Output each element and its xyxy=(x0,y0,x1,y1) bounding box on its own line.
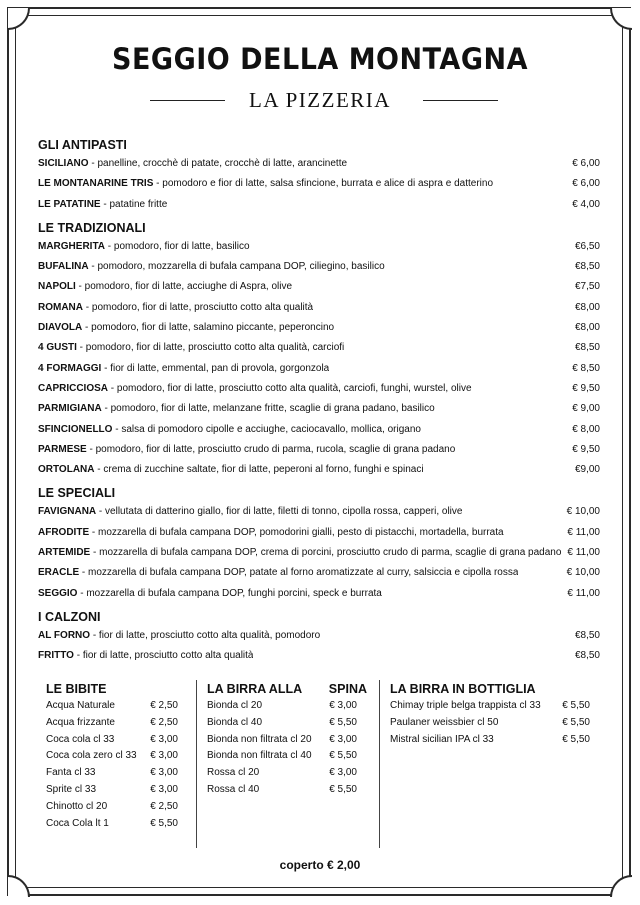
menu-item-description: - pomodoro e fior di latte, salsa sfincione, burrata e alice di aspra e datterino xyxy=(153,178,494,190)
menu-item xyxy=(38,440,600,460)
menu-item-price: € 8,50 xyxy=(572,362,600,374)
section-title: LA BIRRA IN BOTTIGLIA xyxy=(390,682,536,696)
menu-item-description: - pomodoro, fior di latte, prosciutto cotto alta qualità xyxy=(83,301,314,313)
drink-price: € 2,50 xyxy=(150,700,178,711)
menu-item-name: FRITTO xyxy=(38,650,74,662)
menu-item xyxy=(38,359,600,379)
menu-item-price: € 11,00 xyxy=(567,526,600,538)
menu-item xyxy=(38,195,600,215)
section-title: LE BIBITE xyxy=(46,682,107,696)
menu-item-description: - fior di latte, prosciutto cotto alta qualità, pomodoro xyxy=(90,629,321,641)
menu-item-name: DIAVOLA xyxy=(38,322,83,334)
drink-name: Coca cola zero cl 33 xyxy=(46,750,137,762)
menu-item-description: - pomodoro, fior di latte, prosciutto cotto alta qualità, carciofi, funghi, wurstel, olive xyxy=(108,382,472,394)
menu-item-price: €6,50 xyxy=(574,240,600,252)
menu-item xyxy=(38,277,600,297)
menu-item xyxy=(38,460,600,480)
drink-price: € 3,00 xyxy=(329,700,357,711)
drink-name: Sprite cl 33 xyxy=(46,783,97,795)
drink-item xyxy=(46,732,178,749)
menu-item xyxy=(38,338,600,358)
menu-item-description: - fior di latte, prosciutto cotto alta qualità xyxy=(73,650,254,662)
drink-item xyxy=(46,748,178,765)
drink-price: € 3,00 xyxy=(150,783,178,795)
menu-item xyxy=(38,543,600,563)
drink-price: € 5,50 xyxy=(329,750,357,762)
drink-item xyxy=(390,732,590,749)
menu-item xyxy=(38,154,600,174)
menu-item-text xyxy=(38,440,455,460)
drink-price: € 3,00 xyxy=(150,750,178,762)
menu-item-name: NAPOLI xyxy=(38,281,76,293)
menu-item-text xyxy=(38,237,250,257)
menu-item xyxy=(38,379,600,399)
menu-item-price: €7,50 xyxy=(574,281,600,293)
birra-bottiglia-column xyxy=(390,680,590,748)
menu-item-description: - vellutata di datterino giallo, fior di latte, filetti di tonno, cipolla rossa, capperi, olive xyxy=(96,506,463,518)
menu-item-text xyxy=(38,543,561,563)
menu-item-description: - mozzarella di bufala campana DOP, funghi porcini, speck e burrata xyxy=(77,587,382,599)
drink-name: Chinotto cl 20 xyxy=(46,800,108,812)
menu-item-text xyxy=(38,420,421,440)
section-title-suffix: SPINA xyxy=(328,682,367,696)
menu-item-price: € 6,00 xyxy=(572,178,600,190)
menu-item xyxy=(38,646,600,666)
menu-item-description: - salsa di pomodoro cipolle e acciughe, caciocavallo, mollica, origano xyxy=(112,423,421,435)
menu-item-description: - mozzarella di bufala campana DOP, crema di porcini, prosciutto crudo di parma, scaglie di grana padano xyxy=(90,547,562,559)
menu-item-price: € 6,00 xyxy=(572,158,600,169)
drink-name: Bionda cl 20 xyxy=(207,700,263,711)
menu-item-description: - pomodoro, fior di latte, salamino piccante, peperoncino xyxy=(82,322,335,334)
menu-item-price: € 11,00 xyxy=(567,587,600,599)
menu-item-description: - pomodoro, mozzarella di bufala campana DOP, ciliegino, basilico xyxy=(88,261,385,273)
menu-section xyxy=(38,608,600,667)
section-title: LE SPECIALI xyxy=(38,486,116,501)
menu-item xyxy=(38,399,600,419)
menu-item-name: PARMIGIANA xyxy=(38,403,102,415)
menu-item-text xyxy=(38,563,518,583)
menu-item-description: - pomodoro, fior di latte, basilico xyxy=(105,240,250,252)
section-title: I CALZONI xyxy=(38,609,101,624)
menu-item-name: AL FORNO xyxy=(38,629,91,641)
menu-item-price: € 10,00 xyxy=(566,506,600,518)
drink-name: Bionda non filtrata cl 20 xyxy=(207,733,312,745)
menu-item xyxy=(38,584,600,604)
menu-item-text xyxy=(38,460,424,480)
menu-item-price: € 4,00 xyxy=(572,198,600,210)
drinks-menu xyxy=(40,680,600,850)
drink-price: € 5,50 xyxy=(562,733,590,745)
menu-item-description: - pomodoro, fior di latte, prosciutto cotto alta qualità, carciofi xyxy=(76,342,345,354)
drink-item xyxy=(46,782,178,799)
drink-price: € 3,00 xyxy=(150,733,178,745)
menu-item-text xyxy=(38,379,472,399)
menu-item-text xyxy=(38,174,493,194)
drink-name: Paulaner weissbier cl 50 xyxy=(390,716,499,728)
menu-item-text xyxy=(38,359,329,379)
drink-price: € 5,50 xyxy=(329,783,357,795)
column-divider xyxy=(379,680,380,848)
drink-name: Bionda cl 40 xyxy=(207,716,263,728)
drink-item xyxy=(207,732,357,749)
menu-item-description: - panelline, crocchè di patate, crocchè di latte, arancinette xyxy=(88,158,348,169)
menu-item-price: €9,00 xyxy=(574,464,600,476)
menu-item-name: ERACLE xyxy=(38,567,80,579)
menu-item xyxy=(38,502,600,522)
menu-item xyxy=(38,420,600,440)
drink-name: Fanta cl 33 xyxy=(46,767,96,779)
drink-item xyxy=(46,799,178,816)
menu-item xyxy=(38,298,600,318)
menu-item-name: ROMANA xyxy=(38,301,83,313)
menu-item-name: 4 GUSTI xyxy=(38,342,77,354)
menu-item-text xyxy=(38,257,385,277)
menu-section xyxy=(38,219,600,481)
menu-item xyxy=(38,626,600,646)
menu-item-text xyxy=(38,154,347,174)
menu-item xyxy=(38,257,600,277)
food-menu xyxy=(38,136,600,667)
menu-item-description: - pomodoro, fior di latte, melanzane fritte, scaglie di grana padano, basilico xyxy=(101,403,435,415)
menu-item-text xyxy=(38,646,253,666)
menu-item-text xyxy=(38,277,292,297)
menu-item xyxy=(38,318,600,338)
drink-price: € 3,00 xyxy=(150,767,178,779)
drink-item xyxy=(207,715,357,732)
section-title: LA BIRRA ALLA xyxy=(207,682,303,696)
drink-price: € 2,50 xyxy=(150,800,178,812)
menu-item-description: - patatine fritte xyxy=(100,198,168,210)
menu-item xyxy=(38,563,600,583)
menu-item-text xyxy=(38,318,334,338)
menu-item xyxy=(38,237,600,257)
drink-price: € 5,50 xyxy=(562,716,590,728)
menu-item-description: - fior di latte, emmental, pan di provola, gorgonzola xyxy=(101,362,330,374)
drink-item xyxy=(207,782,357,799)
menu-item-name: ARTEMIDE xyxy=(38,547,91,559)
menu-section xyxy=(38,484,600,603)
coperto-charge: coperto € 2,00 xyxy=(279,858,361,872)
menu-item-description: - pomodoro, fior di latte, prosciutto crudo di parma, rucola, scaglie di grana padano xyxy=(86,443,456,455)
drink-name: Coca Cola lt 1 xyxy=(46,817,109,829)
menu-item-price: € 8,00 xyxy=(572,423,600,435)
menu-item-name: PARMESE xyxy=(38,443,87,455)
menu-section xyxy=(38,136,600,215)
menu-item xyxy=(38,523,600,543)
section-title: GLI ANTIPASTI xyxy=(38,138,127,152)
menu-item-text xyxy=(38,626,320,646)
drink-item xyxy=(46,765,178,782)
drink-item xyxy=(46,698,178,715)
drink-name: Rossa cl 20 xyxy=(207,767,260,779)
menu-item-price: €8,50 xyxy=(574,629,600,641)
drink-item xyxy=(390,715,590,732)
bibite-column xyxy=(46,680,178,832)
menu-item-text xyxy=(38,195,167,215)
menu-item-description: - mozzarella di bufala campana DOP, pomodorini gialli, pesto di pistacchi, mortadella, burrata xyxy=(89,526,504,538)
drink-item xyxy=(207,698,357,715)
menu-subtitle: LA PIZZERIA xyxy=(249,88,391,112)
menu-item-price: € 10,00 xyxy=(566,567,600,579)
menu-item-text xyxy=(38,584,382,604)
menu-item-name: AFRODITE xyxy=(38,526,90,538)
drink-item xyxy=(207,765,357,782)
drink-name: Chimay triple belga trappista cl 33 xyxy=(390,700,541,711)
drink-item xyxy=(46,816,178,833)
menu-item-name: LE PATATINE xyxy=(38,198,101,210)
menu-item-name: FAVIGNANA xyxy=(38,506,97,518)
drink-item xyxy=(390,698,590,715)
drink-price: € 5,50 xyxy=(329,716,357,728)
column-divider xyxy=(196,680,197,848)
birra-spina-column xyxy=(207,680,367,799)
drink-price: € 5,50 xyxy=(150,817,178,829)
menu-item-price: € 9,00 xyxy=(572,403,600,415)
menu-item-description: - mozzarella di bufala campana DOP, patate al forno aromatizzate al curry, salsiccia e cipolla rossa xyxy=(79,567,519,579)
menu-item-name: MARGHERITA xyxy=(38,240,106,252)
menu-item-price: € 9,50 xyxy=(572,443,600,455)
menu-item-name: BUFALINA xyxy=(38,261,89,273)
restaurant-title: SEGGIO DELLA MONTAGNA xyxy=(112,42,528,77)
drink-price: € 2,50 xyxy=(150,716,178,728)
menu-item-name: SICILIANO xyxy=(38,158,89,169)
menu-item-description: - pomodoro, fior di latte, acciughe di Aspra, olive xyxy=(75,281,293,293)
menu-item-description: - crema di zucchine saltate, fior di latte, peperoni al forno, funghi e spinaci xyxy=(94,464,424,476)
menu-item-price: €8,50 xyxy=(574,650,600,662)
drink-name: Acqua Naturale xyxy=(46,700,115,711)
menu-item-name: 4 FORMAGGI xyxy=(38,362,102,374)
drink-name: Rossa cl 40 xyxy=(207,783,260,795)
menu-item-name: LE MONTANARINE TRIS xyxy=(38,178,154,190)
menu-item-name: CAPRICCIOSA xyxy=(38,382,109,394)
drink-name: Acqua frizzante xyxy=(46,716,115,728)
menu-item-price: €8,00 xyxy=(574,322,600,334)
drink-price: € 3,00 xyxy=(329,733,357,745)
menu-item-text xyxy=(38,338,344,358)
drink-name: Bionda non filtrata cl 40 xyxy=(207,750,312,762)
menu-item-name: SEGGIO xyxy=(38,587,78,599)
menu-item-price: €8,50 xyxy=(574,261,600,273)
drink-price: € 5,50 xyxy=(562,700,590,711)
menu-item xyxy=(38,174,600,194)
menu-item-text xyxy=(38,399,435,419)
menu-item-price: €8,00 xyxy=(574,301,600,313)
section-title: LE TRADIZIONALI xyxy=(38,220,146,235)
drink-item xyxy=(46,715,178,732)
menu-item-name: SFINCIONELLO xyxy=(38,423,113,435)
menu-item-price: € 9,50 xyxy=(572,382,600,394)
menu-item-text xyxy=(38,298,313,318)
menu-item-text xyxy=(38,502,462,522)
menu-item-text xyxy=(38,523,504,543)
drink-name: Coca cola cl 33 xyxy=(46,733,115,745)
drink-name: Mistral sicilian IPA cl 33 xyxy=(390,733,494,745)
drink-price: € 3,00 xyxy=(329,767,357,779)
menu-item-price: € 11,00 xyxy=(567,547,600,559)
menu-item-name: ORTOLANA xyxy=(38,464,95,476)
drink-item xyxy=(207,748,357,765)
menu-item-price: €8,50 xyxy=(574,342,600,354)
